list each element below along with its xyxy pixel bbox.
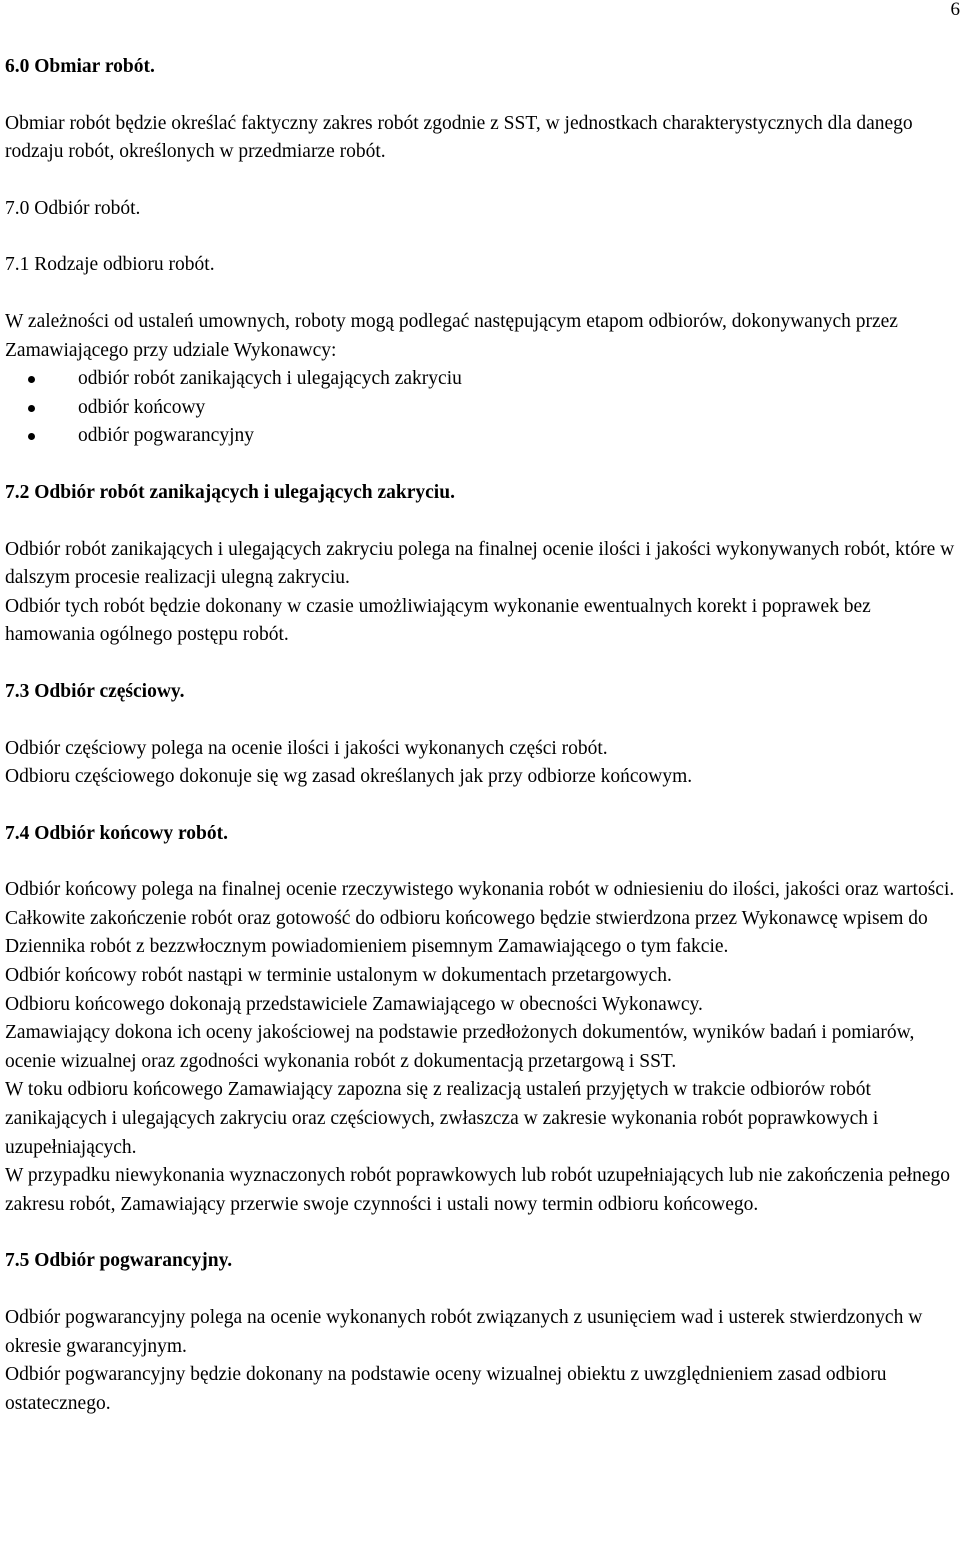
section-7-4-paragraph-5: Zamawiający dokona ich oceny jakościowej na podstawie przedłożonych dokumentów, wyników badań i pomiarów, ocenie wizualnej oraz zgodności wykonania robót z dokumentacją przetargową i SST. xyxy=(5,1022,915,1072)
section-7-heading: 7.0 Odbiór robót. xyxy=(5,197,141,219)
section-7-2-paragraph-2: Odbiór tych robót będzie dokonany w czasie umożliwiającym wykonanie ewentualnych korekt i poprawek bez hamowania ogólnego postępu robót. xyxy=(5,595,871,646)
section-7-4-paragraph-1: Odbiór końcowy polega na finalnej ocenie rzeczywistego wykonania robót w odniesieniu do ilości, jakości oraz wartości. xyxy=(5,879,955,901)
section-7-4-paragraph-6: W toku odbioru końcowego Zamawiający zapozna się z realizacją ustaleń przyjętych w trakcie odbiorów robót zanikających i ulegających zakryciu oraz częściowych, zwłaszcza w zakresie wykonania robót poprawkowych i uzupełniających. xyxy=(5,1079,879,1158)
section-7-2-paragraph-1: Odbiór robót zanikających i ulegających zakryciu polega na finalnej ocenie ilości i jakości wykonywanych robót, które w dalszym procesie realizacji ulegną zakryciu. xyxy=(5,538,955,589)
section-7-5-heading: 7.5 Odbiór pogwarancyjny. xyxy=(5,1250,233,1272)
section-6-paragraph: Obmiar robót będzie określać faktyczny zakres robót zgodnie z SST, w jednostkach charakterystycznych dla danego rodzaju robót, określonych w przedmiarze robót. xyxy=(5,112,913,163)
document-body xyxy=(5,53,960,1418)
section-7-4-paragraph-4: Odbioru końcowego dokonają przedstawiciele Zamawiającego w obecności Wykonawcy. xyxy=(5,993,703,1015)
section-7-5-paragraph-2: Odbiór pogwarancyjny będzie dokonany na podstawie oceny wizualnej obiektu z uwzględnieniem zasad odbioru ostatecznego. xyxy=(5,1364,887,1414)
section-7-4-paragraph-2: Całkowite zakończenie robót oraz gotowość do odbioru końcowego będzie stwierdzona przez Wykonawcę wpisem do Dziennika robót z bezzwłocznym powiadomieniem pisemnym Zamawiającego o tym fakcie. xyxy=(5,907,928,958)
acceptance-types-list xyxy=(5,365,960,451)
section-7-4-paragraph-7: W przypadku niewykonania wyznaczonych robót poprawkowych lub robót uzupełniających lub nie zakończenia pełnego zakresu robót, Zamawiający przerwie swoje czynności i ustali nowy termin odbioru końcowego. xyxy=(5,1165,951,1215)
section-7-4-heading: 7.4 Odbiór końcowy robót. xyxy=(5,822,229,844)
bullet-icon xyxy=(28,376,35,383)
list-item: odbiór pogwarancyjny xyxy=(5,422,960,451)
section-7-4-paragraph-3: Odbiór końcowy robót nastąpi w terminie ustalonym w dokumentach przetargowych. xyxy=(5,965,672,987)
section-7-5-paragraph-1: Odbiór pogwarancyjny polega na ocenie wykonanych robót związanych z usunięciem wad i usterek stwierdzonych w okresie gwarancyjnym. xyxy=(5,1307,923,1357)
bullet-icon xyxy=(28,433,35,440)
bullet-icon xyxy=(28,405,35,412)
section-7-1-paragraph: W zależności od ustaleń umownych, roboty mogą podlegać następującym etapom odbiorów, dokonywanych przez Zamawiającego przy udziale Wykonawcy: xyxy=(5,310,898,361)
section-7-3-paragraph-1: Odbiór częściowy polega na ocenie ilości i jakości wykonanych części robót. xyxy=(5,737,608,759)
list-item: odbiór robót zanikających i ulegających zakryciu xyxy=(5,365,960,394)
page-number: 6 xyxy=(950,0,960,20)
section-7-3-heading: 7.3 Odbiór częściowy. xyxy=(5,680,185,702)
section-7-3-paragraph-2: Odbioru częściowego dokonuje się wg zasad określanych jak przy odbiorze końcowym. xyxy=(5,766,693,788)
section-7-2-heading: 7.2 Odbiór robót zanikających i ulegających zakryciu. xyxy=(5,481,455,503)
list-item: odbiór końcowy xyxy=(5,394,960,423)
section-7-1-heading: 7.1 Rodzaje odbioru robót. xyxy=(5,254,215,276)
section-6-heading: 6.0 Obmiar robót. xyxy=(5,56,155,77)
